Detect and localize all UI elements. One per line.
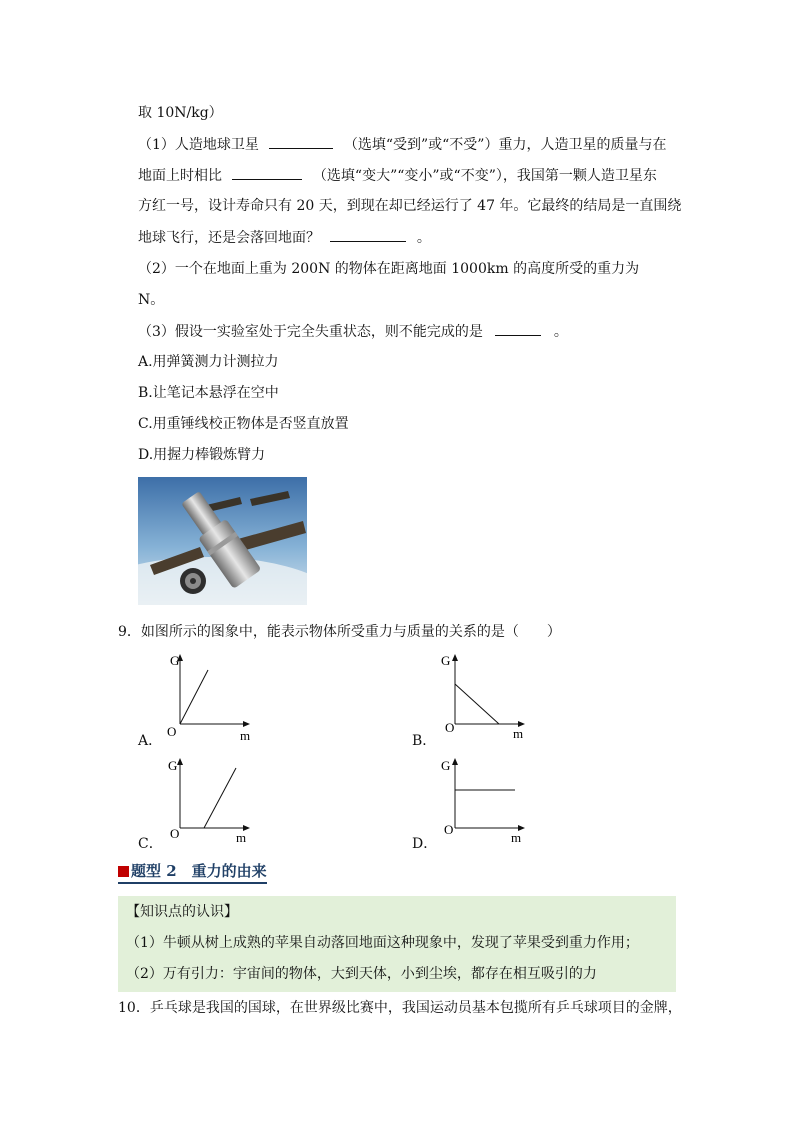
axis-label-y: G — [441, 758, 451, 773]
answer-blank[interactable] — [495, 321, 541, 336]
axis-label-y: G — [168, 758, 178, 773]
text-fragment: （选填“受到”或“不受”）重力，人造卫星的质量与在 — [343, 137, 667, 153]
text-fragment: （1）人造地球卫星 — [138, 137, 259, 153]
axis-label-x: m — [240, 728, 251, 743]
text-line: 取 10N/kg） — [138, 105, 223, 121]
section-title: 题型 2 重力的由来 — [131, 862, 267, 880]
question-10-stem: 10．乒乓球是我国的国球，在世界级比赛中，我国运动员基本包揽所有乒乓球项目的金牌， — [118, 1000, 682, 1016]
text-fragment: （3）假设一实验室处于完全失重状态，则不能完成的是 — [138, 324, 483, 340]
text-line — [138, 227, 431, 248]
graph-a-label: A． — [138, 733, 163, 749]
text-fragment: 地面上时相比 — [138, 168, 222, 184]
graph-b — [435, 652, 535, 744]
option-d: D.用握力棒锻炼臂力 — [138, 447, 266, 463]
answer-blank[interactable] — [232, 165, 302, 180]
axis-label-x: m — [236, 830, 247, 845]
axis-label-y: G — [441, 653, 451, 668]
answer-blank[interactable] — [330, 227, 406, 242]
red-square-icon — [118, 866, 129, 877]
origin-label: O — [170, 826, 180, 841]
graph-b-label: B． — [412, 733, 437, 749]
knowledge-point-2: （2）万有引力：宇宙间的物体，大到天体，小到尘埃，都存在相互吸引的力 — [126, 966, 597, 982]
heading-underline — [118, 882, 267, 884]
origin-label: O — [167, 724, 177, 739]
axis-label-x: m — [513, 726, 524, 741]
section-heading — [118, 860, 267, 881]
option-a: A.用弹簧测力计测拉力 — [138, 354, 279, 370]
knowledge-point-1: （1）牛顿从树上成熟的苹果自动落回地面这种现象中，发现了苹果受到重力作用； — [126, 935, 639, 951]
knowledge-title: 【知识点的认识】 — [126, 904, 238, 920]
graph-c-label: C． — [138, 836, 163, 852]
text-line — [138, 134, 666, 155]
text-line: 方红一号，设计寿命只有 20 天，到现在却已经运行了 47 年。它最终的结局是一直围绕 — [138, 198, 682, 214]
origin-label: O — [445, 720, 455, 735]
origin-label: O — [444, 822, 454, 837]
space-station-image — [138, 477, 307, 605]
knowledge-box — [118, 896, 676, 992]
text-fragment: 。 — [553, 324, 568, 340]
option-b: B.让笔记本悬浮在空中 — [138, 385, 279, 401]
axis-label-x: m — [511, 830, 522, 845]
graph-a — [160, 652, 260, 744]
text-fragment: （选填“变大”“变小”或“不变”），我国第一颗人造卫星东 — [312, 168, 657, 184]
text-line — [138, 321, 568, 342]
graph-d-label: D． — [412, 836, 438, 852]
graph-d — [435, 754, 535, 846]
text-line: N。 — [138, 292, 165, 308]
text-line: （2）一个在地面上重为 200N 的物体在距离地面 1000km 的高度所受的重力为 — [138, 261, 640, 277]
answer-blank[interactable] — [269, 134, 333, 149]
text-fragment: 地球飞行，还是会落回地面？ — [138, 230, 320, 246]
axis-label-y: G — [170, 653, 180, 668]
graph-c — [160, 754, 260, 846]
option-c: C.用重锤线校正物体是否竖直放置 — [138, 416, 349, 432]
text-fragment: 。 — [416, 230, 431, 246]
text-line — [138, 165, 657, 186]
question-9-stem: 9．如图所示的图象中，能表示物体所受重力与质量的关系的是（ ） — [118, 624, 561, 640]
